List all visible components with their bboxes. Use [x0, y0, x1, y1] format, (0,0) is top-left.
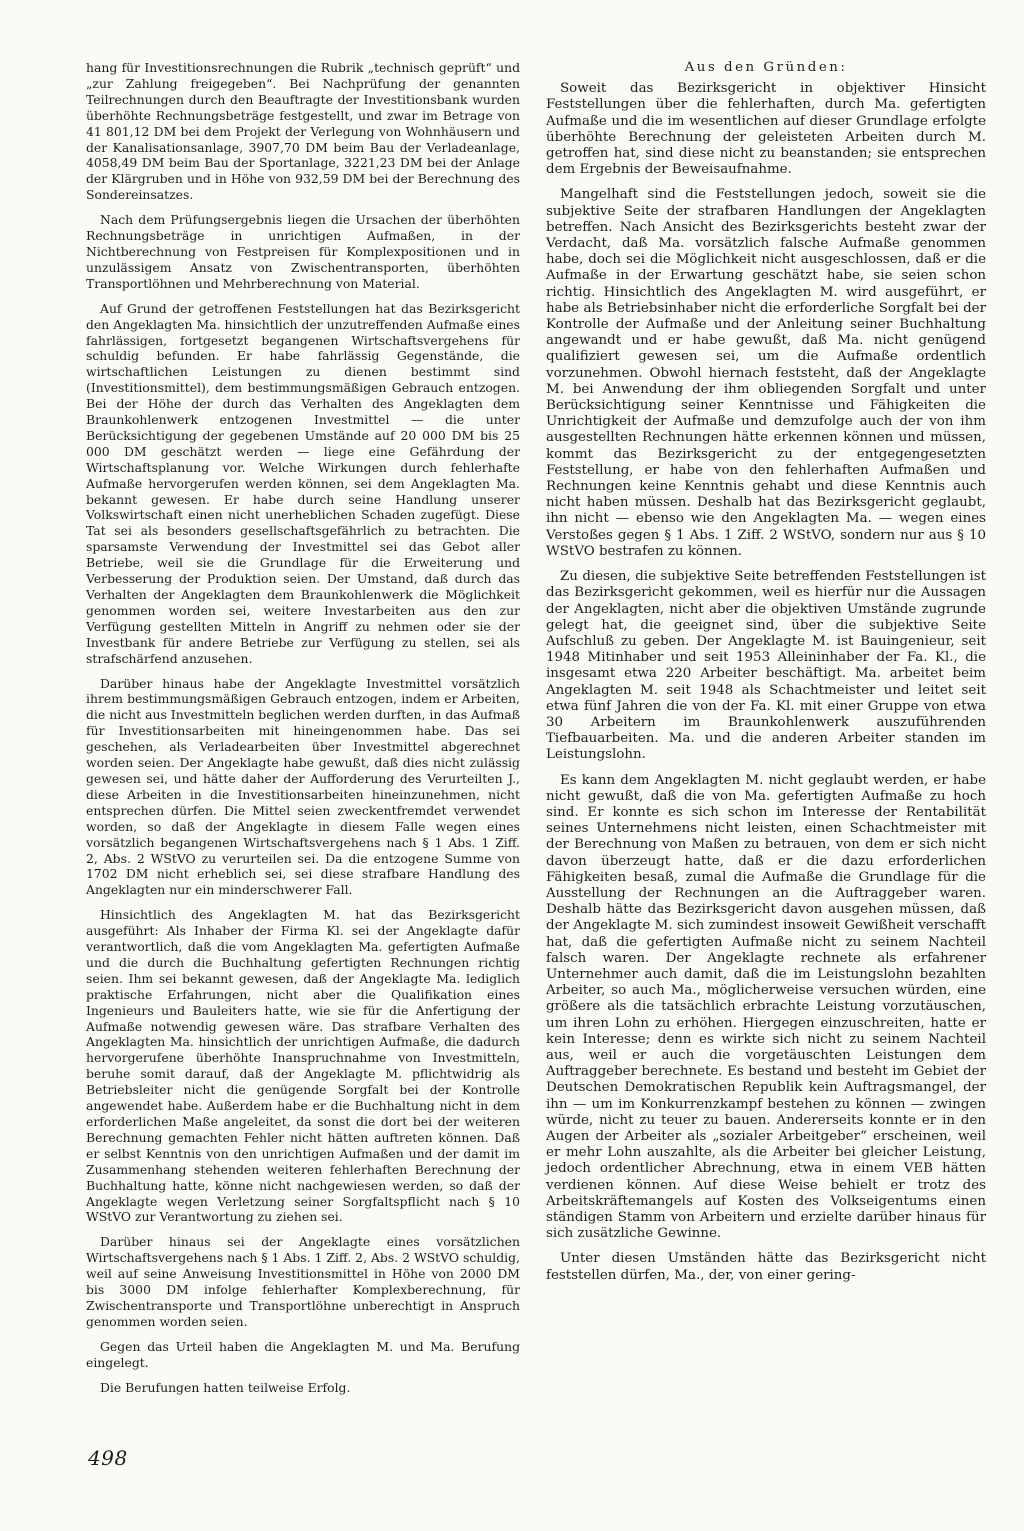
paragraph: Hinsichtlich des Angeklagten M. hat das Bezirksgericht ausgeführt: Als Inhaber der Firma Kl. sei der Angeklagte dafür verantwortlich, daß die vom Angeklagten Ma. gefertigten Aufmaße und die durch die Buchhaltung gefertigten Rechnungen richtig seien. Ihm sei bekannt gewesen, daß der Angeklagte Ma. lediglich praktische Erfahrungen, nicht aber die Qualifikation eines Ingenieurs und Bauleiters hatte, wie sie für die Anfertigung der Aufmaße notwendig gewesen wäre. Das strafbare Verhalten des Angeklagten Ma. hinsichtlich der unrichtigen Aufmaße, die dadurch hervorgerufene überhöhte Inanspruchnahme von Investmitteln, beruhe somit darauf, daß der Angeklagte M. pflichtwidrig als Betriebsleiter nicht die genügende Sorgfalt bei der Kontrolle angewendet habe. Außerdem habe er die Buchhaltung nicht in dem erforderlichen Maße angeleitet, da sonst die dort bei der weiteren Berechnung gemachten Fehler nicht hätten auftreten können. Daß er selbst Kenntnis von den unrichtigen Aufmaßen und der damit im Zusammenhang stehenden weiteren fehlerhaften Berechnung der Buchhaltung hatte, könne nicht nachgewiesen werden, so daß der Angeklagte wegen Verletzung seiner Sorgfaltspflicht nach § 10 WStVO zur Verantwortung zu ziehen sei. — [86, 907, 520, 1225]
paragraph: hang für Investitionsrechnungen die Rubrik „technisch geprüft“ und „zur Zahlung freigegeben“. Bei Nachprüfung der genannten Teilrechnungen durch den Beauftragte der Investitionsbank wurden überhöhte Rechnungsbeträge festgestellt, und zwar im Betrage von 41 801,12 DM bei dem Projekt der Verlegung von Wohnhäusern und der Kanalisationsanlage, 3907,70 DM beim Bau der Verladeanlage, 4058,49 DM beim Bau der Sportanlage, 3221,23 DM bei der Anlage der Klärgruben und in Höhe von 932,59 DM bei der Berechnung des Sondereinsatzes. — [86, 60, 520, 203]
paragraph: Nach dem Prüfungsergebnis liegen die Ursachen der überhöhten Rechnungsbeträge in unrichtigen Aufmaßen, in der Nichtberechnung von Festpreisen für Komplexpositionen und in unzulässigem Ansatz von Zwischentransporten, überhöhten Transportlöhnen und Mehrberechnung von Material. — [86, 212, 520, 291]
section-heading: Aus den Gründen: — [684, 60, 848, 75]
paragraph: Die Berufungen hatten teilweise Erfolg. — [100, 1379, 351, 1395]
paragraph: Auf Grund der getroffenen Feststellungen hat das Bezirksgericht den Angeklagten Ma. hinsichtlich der unzutreffenden Aufmaße eines fahrlässigen, fortgesetzt begangenen Wirtschaftsvergehens für schuldig befunden. Er habe fahrlässig Gegenstände, die wirtschaftlichen Leistungen zu dienen bestimmt sind (Investitionsmittel), dem bestimmungsmäßigen Gebrauch entzogen. Bei der Höhe der durch das Verhalten des Angeklagten dem Braunkohlenwerk entzogenen Investmittel — die unter Berücksichtigung der gegebenen Umstände auf 20 000 DM bis 25 000 DM geschätzt werden — liege eine Gefährdung der Wirtschaftsplanung vor. Welche Wirkungen durch fehlerhafte Aufmaße hervorgerufen werden können, sei dem Angeklagten Ma. bekannt gewesen. Er habe durch seine Handlung unserer Volkswirtschaft einen nicht unerheblichen Schaden zugefügt. Diese Tat sei als besonders gesellschaftsgefährlich zu betrachten. Die sparsamste Verwendung der Investmittel sei das Gebot aller Betriebe, weil sie die Grundlage für die Erweiterung und Verbesserung der Produktion seien. Der Umstand, daß durch das Verhalten der Angeklagten dem Braunkohlenwerk die Möglichkeit genommen worden sei, weitere Investarbeiten aus den zur Verfügung gestellten Mitteln in Angriff zu nehmen oder sie der Investbank für andere Betriebe zur Verfügung zu stellen, sei als strafschärfend anzusehen. — [86, 300, 520, 666]
paragraph: Darüber hinaus habe der Angeklagte Investmittel vorsätzlich ihrem bestimmungsmäßigen Gebrauch entzogen, indem er Arbeiten, die nicht aus Investmitteln beglichen werden durften, in das Aufmaß für Investitionsarbeiten mit hineingenommen habe. Das sei geschehen, als Verladearbeiten über Investmittel abgerechnet worden seien. Der Angeklagte habe gewußt, daß dies nicht zulässig gewesen sei, und hätte daher der Aufforderung des Verurteilten J., diese Arbeiten in die Investitionsarbeiten hineinzunehmen, nicht entsprechen dürfen. Die Mittel seien zweckentfremdet verwendet worden, so daß der Angeklagte in diesem Falle wegen eines vorsätzlich begangenen Wirtschaftsvergehens nach § 1 Abs. 1 Ziff. 2, Abs. 2 WStVO zu verurteilen sei. Da die entzogene Summe von 1702 DM nicht erheblich sei, sei diese strafbare Handlung des Angeklagten nur ein minderschwerer Fall. — [86, 675, 520, 898]
paragraph: Es kann dem Angeklagten M. nicht geglaubt werden, er habe nicht gewußt, daß die von Ma. gefertigten Aufmaße zu hoch sind. Er konnte es sich schon im Interesse der Rentabilität seines Unternehmens nicht leisten, einen Schachtmeister mit der Berechnung von Maßen zu betrauen, von dem er sich nicht davon überzeugt hatte, daß er die dazu erforderlichen Fähigkeiten besaß, zumal die Aufmaße die Grundlage für die Ausstellung der Rechnungen an die Auftraggeber waren. Deshalb hätte das Bezirksgericht davon ausgehen müssen, daß der Angeklagte M. sich zumindest insoweit Gewißheit verschafft hat, daß die gefertigten Aufmaße nicht zu seinem Nachteil falsch waren. Der Angeklagte rechnete als erfahrener Unternehmer auch damit, daß die im Leistungslohn bezahlten Arbeiter, so auch Ma., möglicherweise versuchen würden, eine größere als die tatsächlich erbrachte Leistung vorzutäuschen, um ihren Lohn zu erhöhen. Hiergegen einzuschreiten, hatte er kein Interesse; denn es wirkte sich nicht zu seinem Nachteil aus, weil er auch die vorgetäuschten Leistungen dem Auftraggeber berechnete. Es bestand und besteht im Gebiet der Deutschen Demokratischen Republik kein Auftragsmangel, der ihn — um im Konkurrenzkampf bestehen zu können — zwingen würde, nicht zu teuer zu bauen. Andererseits konnte er in den Augen der Arbeiter als „sozialer Arbeitgeber“ erscheinen, weil er mehr Lohn auszahlte, als die Arbeiter bei gleicher Leistung, jedoch ordentlicher Abrechnung, etwa in einem VEB hätten verdienen können. Auf diese Weise behielt er trotz des Arbeitskräftemangels auf Kosten des Volkseigentums einen ständigen Stamm von Arbeitern und erzielte darüber hinaus für sich zusätzliche Gewinne. — [546, 772, 986, 1242]
paragraph: Mangelhaft sind die Feststellungen jedoch, soweit sie die subjektive Seite der strafbaren Handlungen der Angeklagten betreffen. Nach Ansicht des Bezirksgerichts besteht zwar der Verdacht, daß Ma. vorsätzlich falsche Aufmaße genommen habe, doch sei die Möglichkeit nicht ausgeschlossen, daß er die Aufmaße in der Erwartung geschätzt habe, sie seien schon richtig. Hinsichtlich des Angeklagten M. wird ausgeführt, er habe als Betriebsinhaber nicht die erforderliche Sorgfalt bei der Kontrolle der Aufmaße und der Anleitung seiner Buchhaltung angewandt und er habe gewußt, daß Ma. nicht genügend qualifiziert gewesen sei, um die Aufmaße ordentlich vorzunehmen. Obwohl hiernach feststeht, daß der Angeklagte M. bei Anwendung der ihm obliegenden Sorgfalt und unter Berücksichtigung seiner Kenntnisse und Fähigkeiten die Unrichtigkeit der Aufmaße und demzufolge auch der von ihm ausgestellten Rechnungen hätte erkennen können und müssen, kommt das Bezirksgericht zu der entgegengesetzten Feststellung, er habe von den fehlerhaften Aufmaßen und Rechnungen keine Kenntnis gehabt und diese Kenntnis auch nicht haben müssen. Deshalb hat das Bezirksgericht geglaubt, ihn nicht — ebenso wie den Angeklagten Ma. — wegen eines Verstoßes gegen § 1 Abs. 1 Ziff. 2 WStVO, sondern nur aus § 10 WStVO bestrafen zu können. — [546, 187, 986, 559]
right-column — [546, 60, 986, 1293]
left-column — [86, 60, 520, 1405]
page-number: 498 — [88, 1446, 128, 1470]
paragraph: Darüber hinaus sei der Angeklagte eines vorsätzlichen Wirtschaftsvergehens nach § 1 Abs. 1 Ziff. 2, Abs. 2 WStVO schuldig, weil auf seine Anweisung Investitionsmittel in Höhe von 2000 DM bis 3000 DM infolge fehlerhafter Komplexberechnung, für Zwischentransporte und Transportlöhne unberechtigt in Anspruch genommen worden seien. — [86, 1234, 520, 1329]
paragraph: Soweit das Bezirksgericht in objektiver Hinsicht Feststellungen über die fehlerhaften, durch Ma. gefertigten Aufmaße und die im wesentlichen auf dieser Grundlage erfolgte überhöhte Berechnung der geleisteten Arbeiten durch M. getroffen hat, sind diese nicht zu beanstanden; sie entsprechen dem Ergebnis der Beweisaufnahme. — [546, 81, 986, 178]
paragraph: Zu diesen, die subjektive Seite betreffenden Feststellungen ist das Bezirksgericht gekommen, weil es hierfür nur die Aussagen der Angeklagten, nicht aber die objektiven Umstände zugrunde gelegt hat, die geeignet sind, über die subjektive Seite Aufschluß zu geben. Der Angeklagte M. ist Bauingenieur, seit 1948 Mitinhaber und seit 1953 Alleininhaber der Fa. Kl., die insgesamt etwa 220 Arbeiter beschäftigt. Ma. arbeitet beim Angeklagten M. seit 1948 als Schachtmeister und leitet seit etwa fünf Jahren die von der Fa. Kl. mit einer Gruppe von etwa 30 Arbeitern im Braunkohlenwerk auszuführenden Tiefbauarbeiten. Ma. und die anderen Arbeiter standen im Leistungslohn. — [546, 569, 986, 763]
paragraph: Gegen das Urteil haben die Angeklagten M. und Ma. Berufung eingelegt. — [86, 1338, 520, 1370]
paragraph: Unter diesen Umständen hätte das Bezirksgericht nicht feststellen dürfen, Ma., der, von einer gering- — [546, 1251, 986, 1283]
